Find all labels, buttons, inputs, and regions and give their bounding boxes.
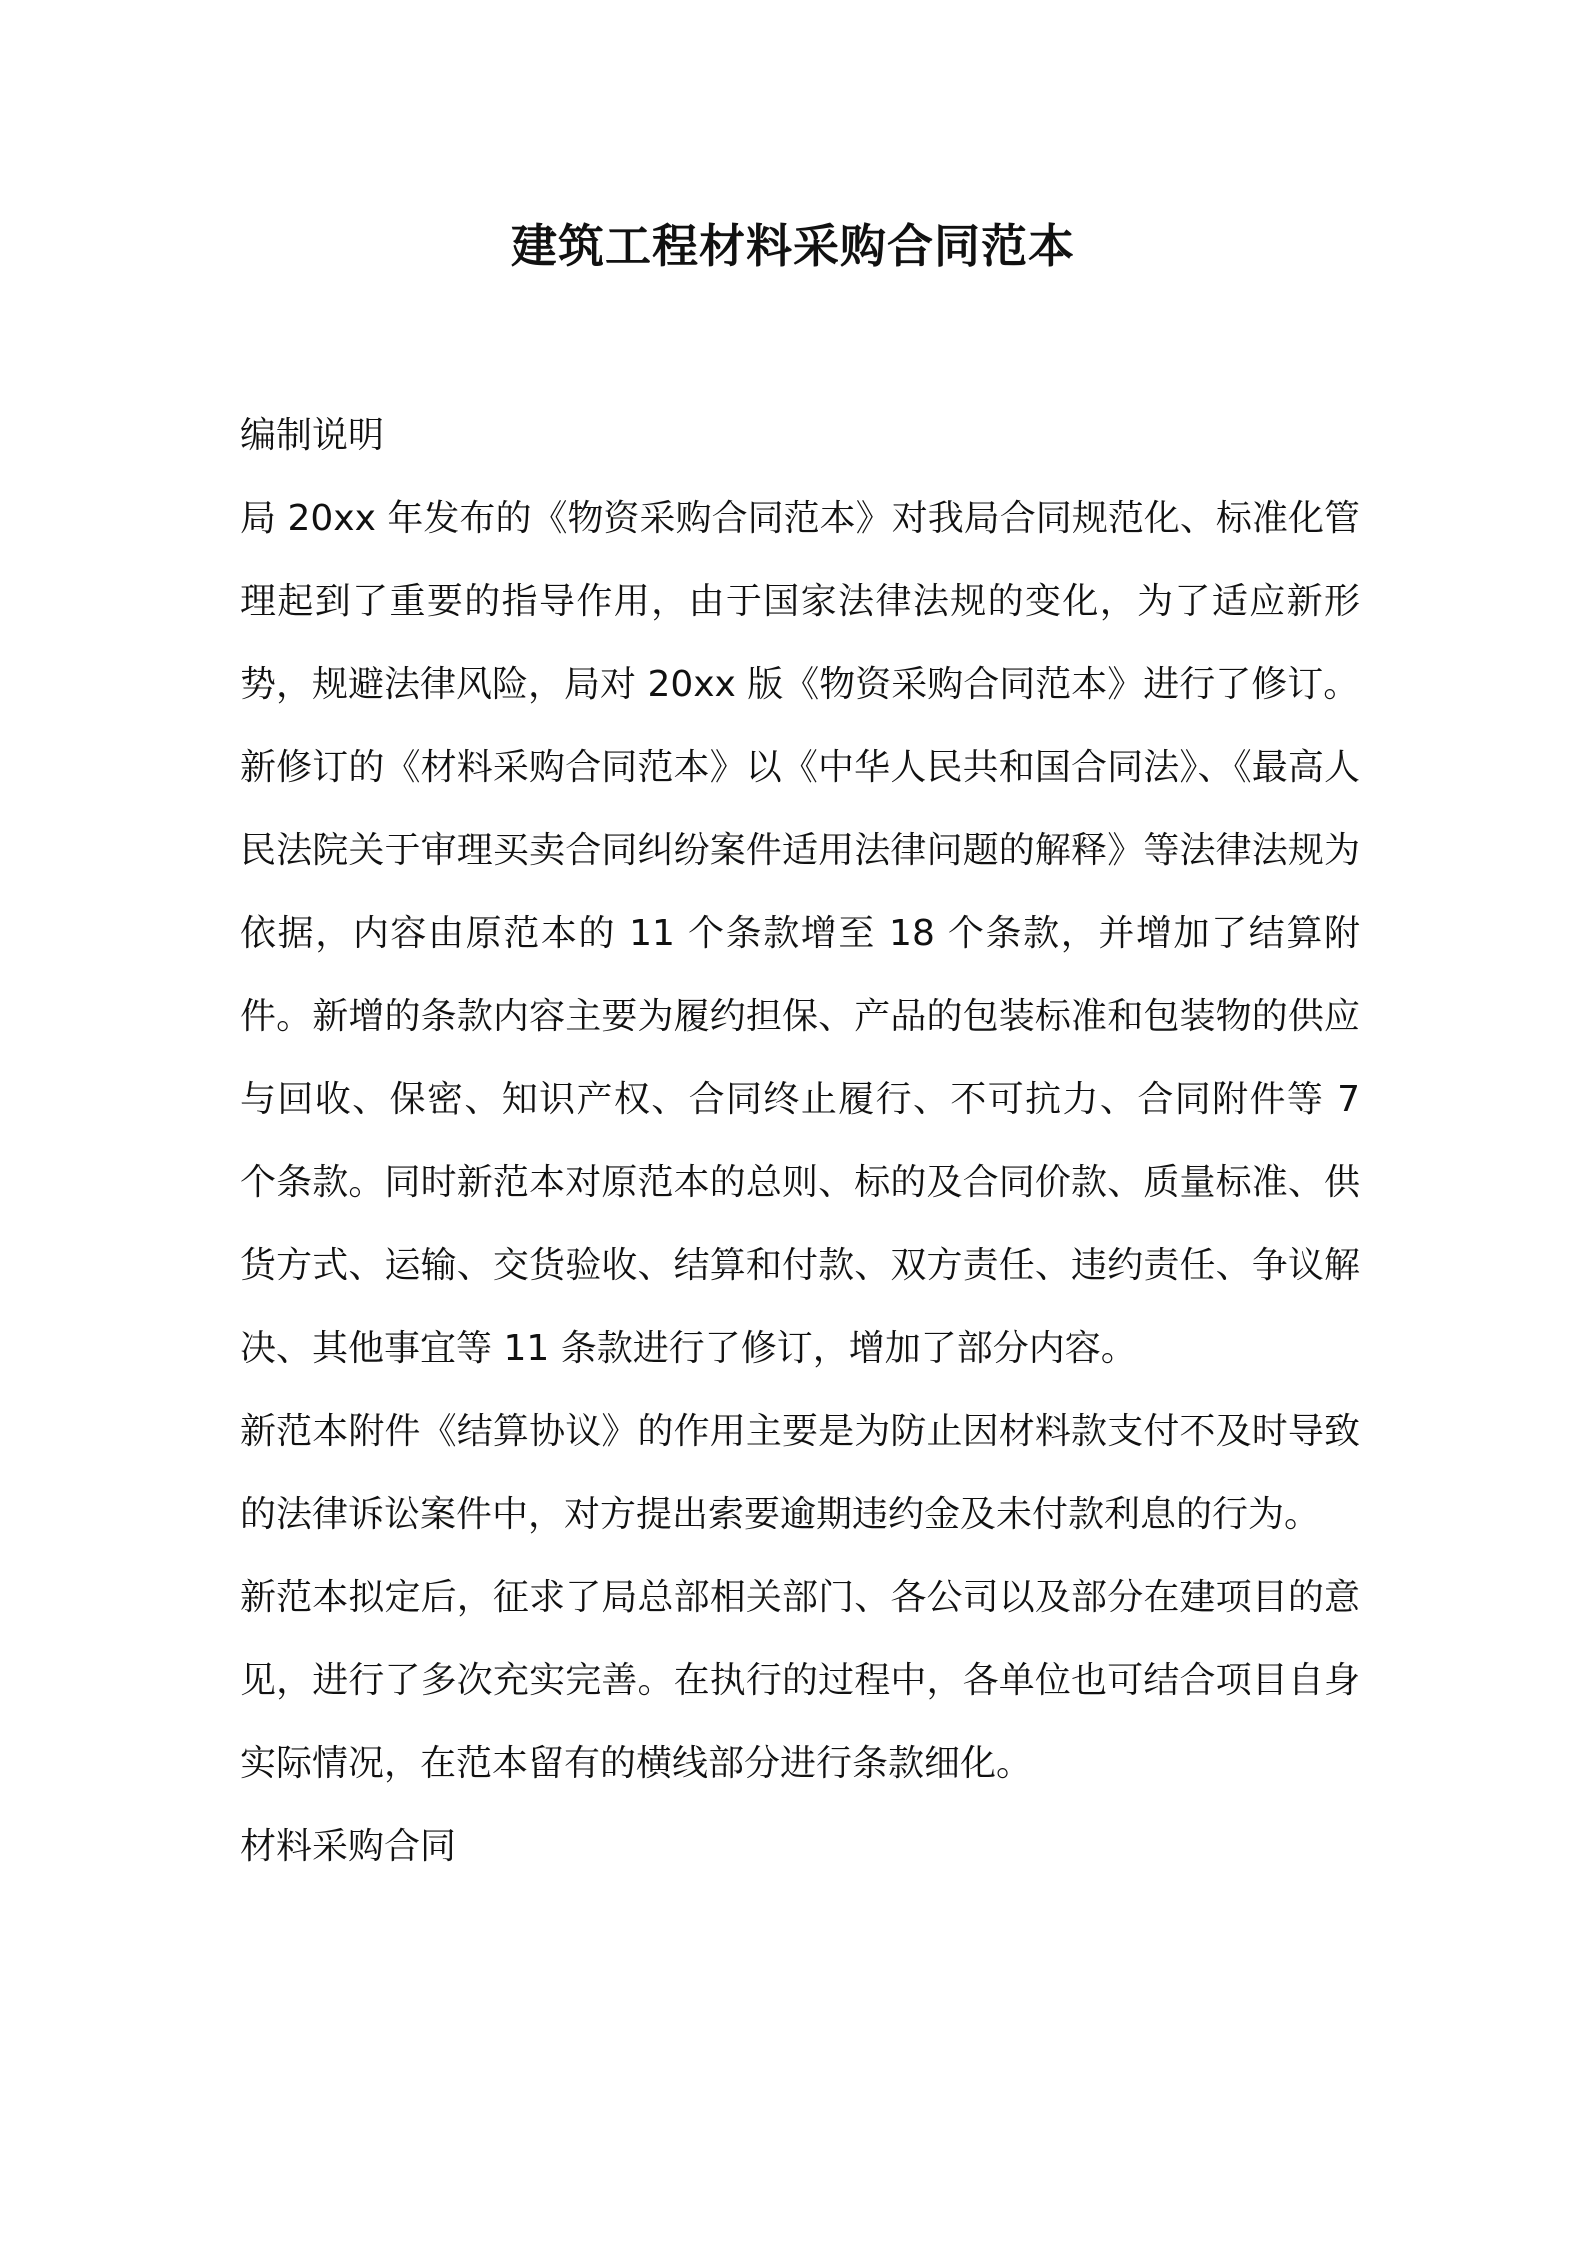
document-title: 建筑工程材料采购合同范本 xyxy=(511,219,1075,273)
body-text xyxy=(240,477,1360,1888)
paragraph-4: 新范本拟定后，征求了局总部相关部门、各公司以及部分在建项目的意见，进行了多次充实完善。在执行的过程中，各单位也可结合项目自身实际情况，在范本留有的横线部分进行条款细化。 xyxy=(240,1577,1360,1784)
paragraph-3: 新范本附件《结算协议》的作用主要是为防止因材料款支付不及时导致的法律诉讼案件中，对方提出索要逾期违约金及未付款利息的行为。 xyxy=(240,1411,1360,1535)
paragraph-2: 新修订的《材料采购合同范本》以《中华人民共和国合同法》、《最高人民法院关于审理买卖合同纠纷案件适用法律问题的解释》等法律法规为依据，内容由原范本的 11 个条款增至 18 个条款，并增加了结算附件。新增的条款内容主要为履约担保、产品的包装标准和包装物的供应与回收、保密、知识产权、合同终止履行、不可抗力、合同附件等 7 个条款。同时新范本对原范本的总则、标的及合同价款、质量标准、供货方式、运输、交货验收、结算和付款、双方责任、违约责任、争议解决、其他事宜等 11 条款进行了修订，增加了部分内容。 xyxy=(240,747,1360,1369)
section-heading: 编制说明 xyxy=(240,415,385,456)
closing-heading: 材料采购合同 xyxy=(240,1826,457,1867)
paragraph-1: 局 20xx 年发布的《物资采购合同范本》对我局合同规范化、标准化管理起到了重要的指导作用，由于国家法律法规的变化，为了适应新形势，规避法律风险，局对 20xx 版《物资采购合同范本》进行了修订。 xyxy=(240,498,1360,705)
